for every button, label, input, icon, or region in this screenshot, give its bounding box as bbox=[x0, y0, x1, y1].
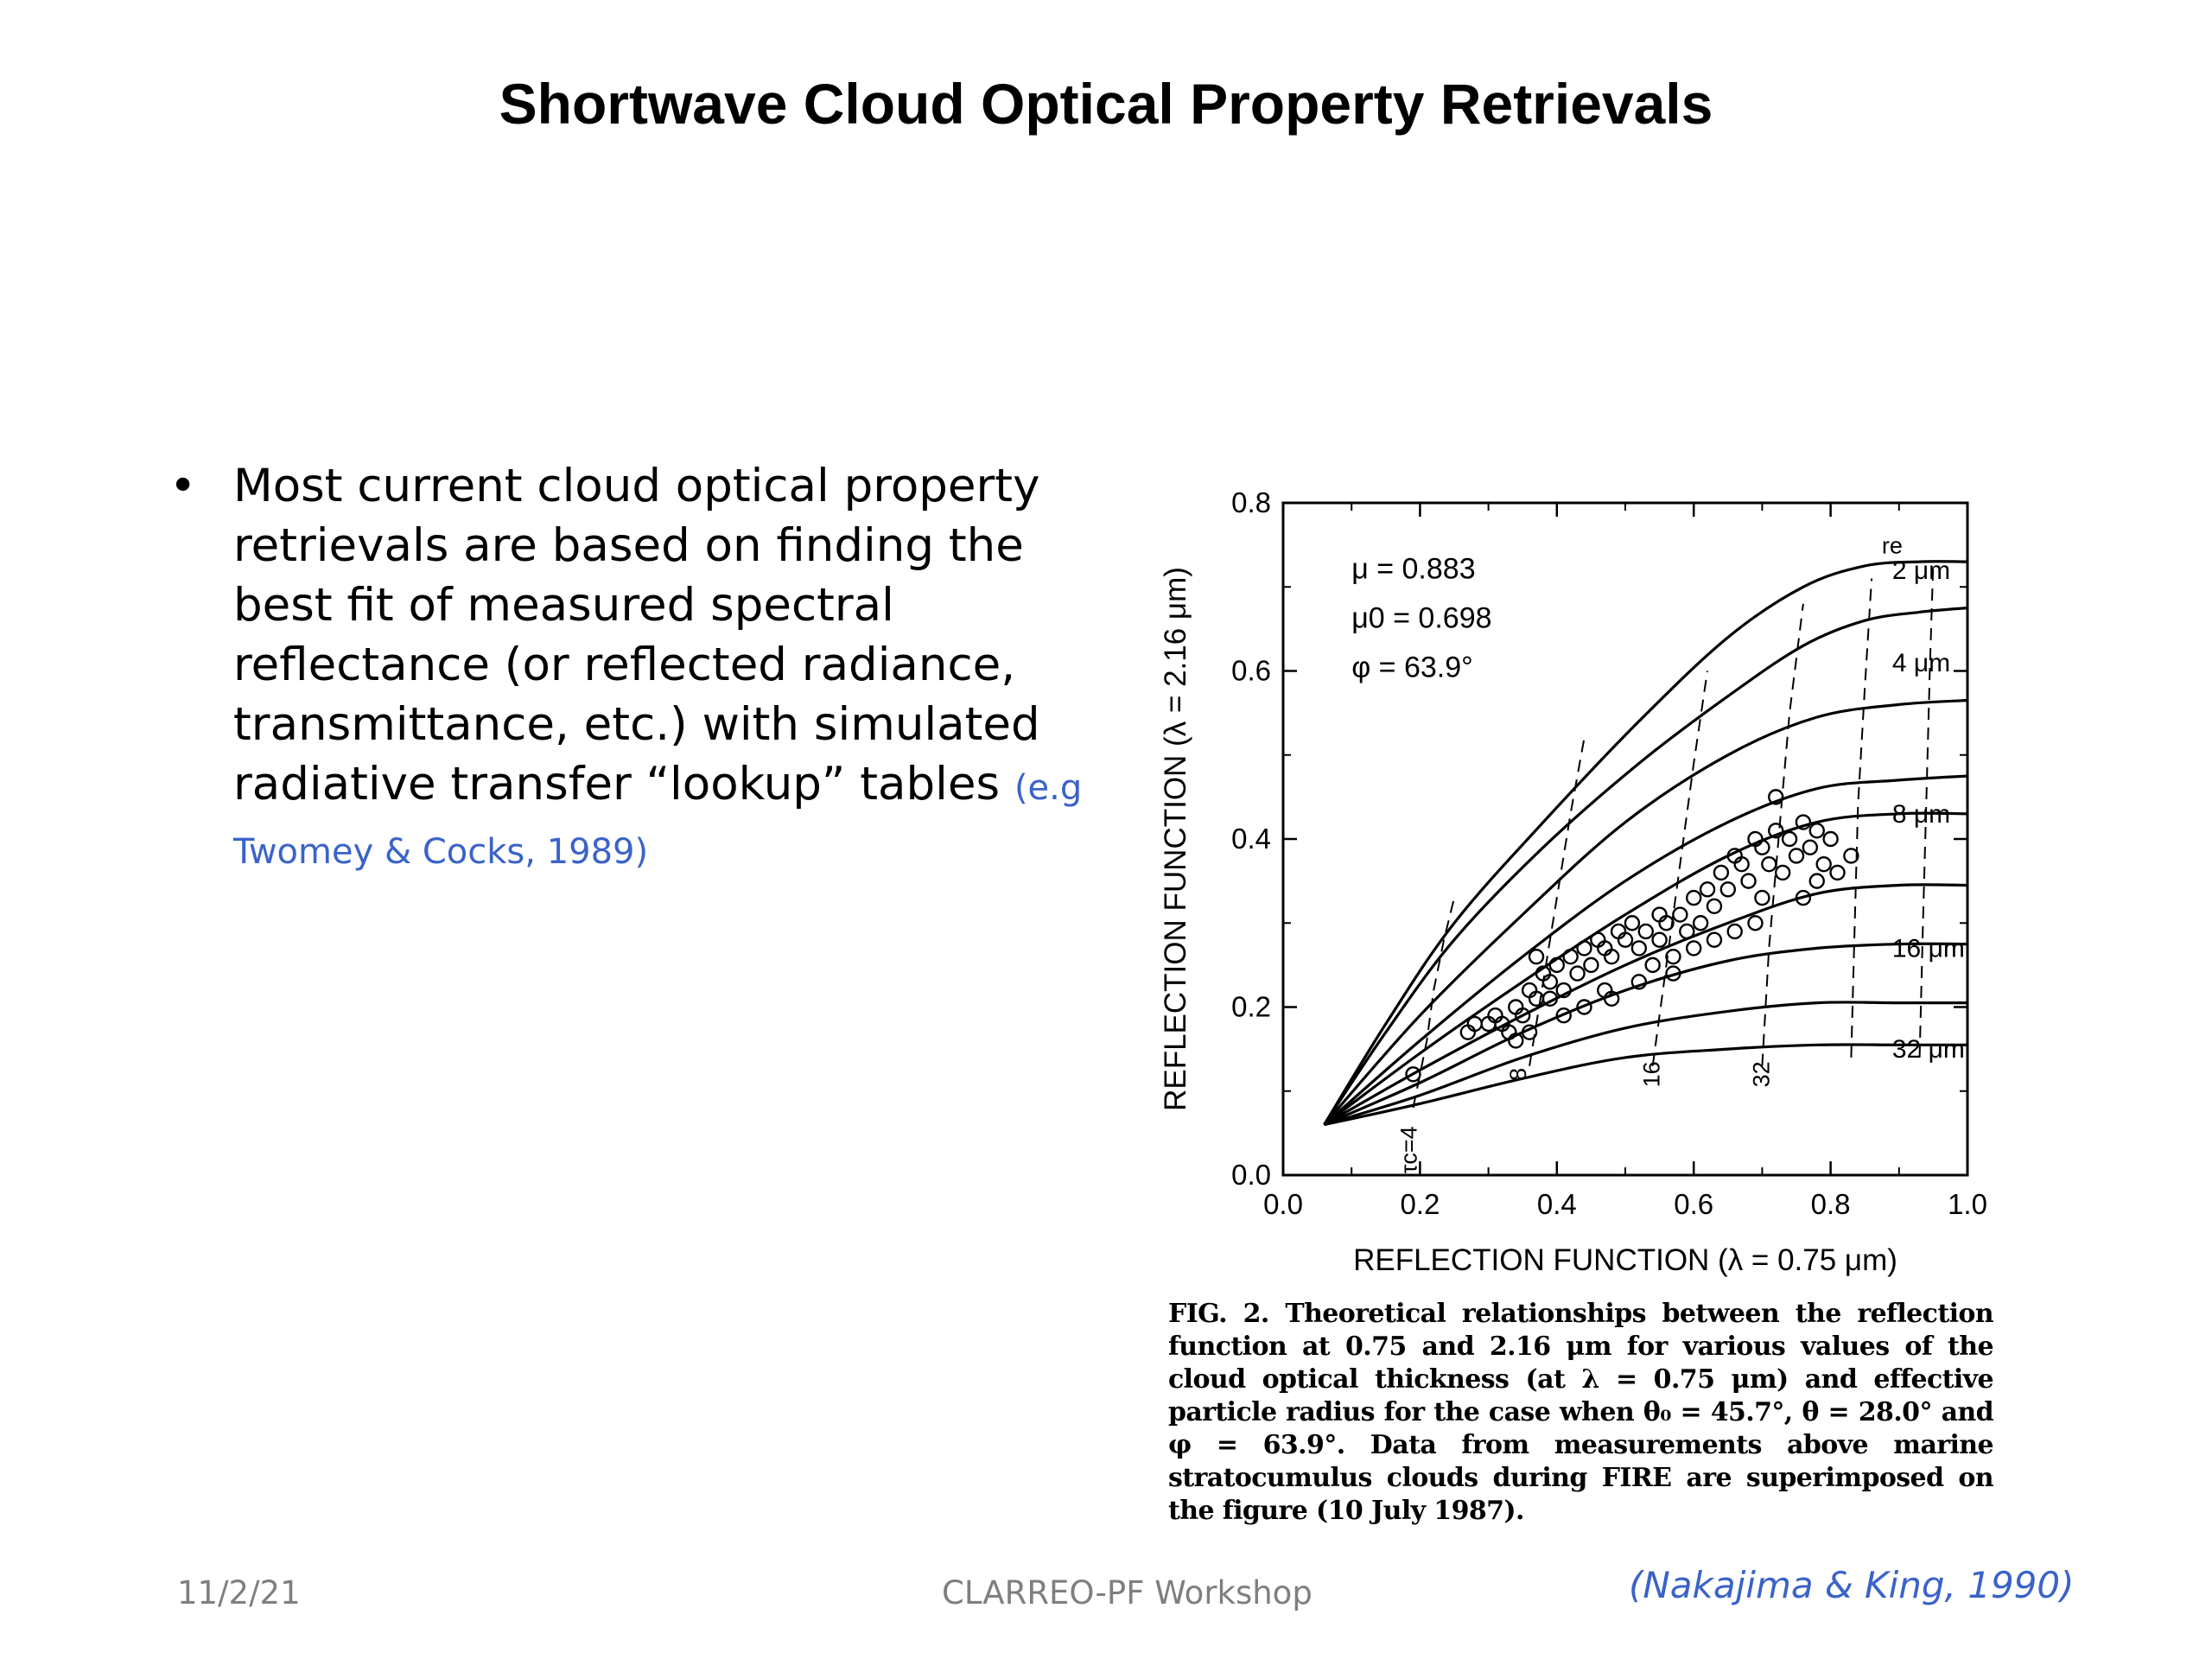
measurement-point bbox=[1625, 916, 1639, 930]
measurement-point bbox=[1776, 866, 1789, 880]
measurement-point bbox=[1571, 967, 1585, 981]
x-tick-label: 0.4 bbox=[1536, 1188, 1577, 1220]
y-tick-label: 0.8 bbox=[1231, 486, 1271, 518]
y-tick-label: 0.0 bbox=[1231, 1159, 1271, 1191]
y-tick-label: 0.4 bbox=[1231, 823, 1271, 855]
re-label: 32 μm bbox=[1891, 1035, 1965, 1065]
footer-date: 11/2/21 bbox=[177, 1574, 301, 1611]
measurement-point bbox=[1810, 874, 1824, 888]
measurement-point bbox=[1632, 941, 1646, 955]
measurement-point bbox=[1783, 832, 1796, 846]
measurement-point bbox=[1584, 958, 1598, 972]
measurement-point bbox=[1831, 866, 1845, 880]
measurement-point bbox=[1789, 849, 1803, 862]
measurement-point bbox=[1707, 899, 1721, 913]
measurement-point bbox=[1639, 925, 1653, 938]
radius-curve bbox=[1325, 885, 1968, 1125]
parameter-annotation: φ = 63.9° bbox=[1351, 651, 1473, 684]
x-tick-label: 0.8 bbox=[1810, 1188, 1851, 1220]
measurement-point bbox=[1687, 941, 1700, 955]
re-label: 8 μm bbox=[1891, 799, 1951, 829]
bullet-item bbox=[169, 456, 1089, 882]
tau-line bbox=[1762, 604, 1802, 1066]
re-label: 16 μm bbox=[1891, 934, 1965, 963]
x-tick-label: 0.6 bbox=[1674, 1188, 1714, 1220]
tau-label: 32 bbox=[1748, 1061, 1775, 1088]
measurement-point bbox=[1577, 941, 1591, 955]
measurement-point bbox=[1694, 916, 1707, 930]
y-axis-label: REFLECTION FUNCTION (λ = 2.16 μm) bbox=[1159, 567, 1192, 1111]
measurement-point bbox=[1824, 832, 1838, 846]
x-tick-label: 1.0 bbox=[1948, 1188, 1987, 1220]
parameter-annotation: μ0 = 0.698 bbox=[1351, 601, 1492, 635]
bullet-citation: (e.g Twomey & Cocks, 1989) bbox=[233, 768, 1083, 872]
tau-label: 8 bbox=[1505, 1067, 1532, 1081]
y-tick-label: 0.6 bbox=[1231, 654, 1271, 687]
tau-label: 16 bbox=[1638, 1061, 1665, 1088]
tau-label: τc=4 bbox=[1395, 1126, 1422, 1174]
bullet-marker: • bbox=[169, 460, 197, 512]
re-label: 2 μm bbox=[1891, 556, 1951, 585]
figure-caption: FIG. 2. Theoretical relationships between the reflection function at 0.75 and 2.16 μm for various values of the cloud optical thickness (at λ = 0.75 μm) and effective particle radius for the case when θ₀ = 45.7°, θ = 28.0° and φ = 63.9°. Data from measurements above marine stratocumulus clouds during FIRE are superimposed on the figure (10 July 1987). bbox=[1168, 1299, 1993, 1526]
re-header: re bbox=[1881, 532, 1903, 559]
parameter-annotation: μ = 0.883 bbox=[1351, 552, 1476, 586]
measurement-point bbox=[1700, 882, 1714, 896]
measurement-point bbox=[1529, 950, 1543, 963]
x-tick-label: 0.0 bbox=[1263, 1188, 1303, 1220]
reflection-function-chart bbox=[1141, 480, 2022, 1292]
measurement-point bbox=[1673, 908, 1687, 922]
measurement-point bbox=[1755, 891, 1769, 905]
measurement-point bbox=[1666, 950, 1680, 963]
measurement-point bbox=[1817, 857, 1831, 871]
re-label: 4 μm bbox=[1891, 648, 1951, 677]
measurement-point bbox=[1721, 882, 1735, 896]
measurement-point bbox=[1680, 925, 1694, 938]
measurement-point bbox=[1762, 857, 1776, 871]
measurement-point bbox=[1742, 874, 1756, 888]
x-tick-label: 0.2 bbox=[1400, 1188, 1440, 1220]
measurement-point bbox=[1728, 925, 1742, 938]
measurement-point bbox=[1714, 866, 1728, 880]
radius-curve bbox=[1325, 701, 1968, 1125]
slide-title: Shortwave Cloud Optical Property Retrievals bbox=[499, 72, 1713, 136]
footer-reference: (Nakajima & King, 1990) bbox=[1629, 1564, 2075, 1606]
tau-line bbox=[1851, 579, 1872, 1058]
measurement-point bbox=[1748, 916, 1762, 930]
measurement-point bbox=[1653, 933, 1667, 947]
measurement-point bbox=[1564, 950, 1578, 963]
footer-event: CLARREO-PF Workshop bbox=[942, 1574, 1313, 1611]
measurement-point bbox=[1687, 891, 1700, 905]
measurement-point bbox=[1646, 958, 1660, 972]
measurement-point bbox=[1707, 933, 1721, 947]
bullet-text bbox=[233, 456, 1089, 882]
bullet-body: Most current cloud optical property retrievals are based on finding the best fit of measured spectral reflectance (or reflected radiance, transmittance, etc.) with simulated radiative transfer “lookup” tables bbox=[233, 460, 1040, 810]
y-tick-label: 0.2 bbox=[1231, 990, 1271, 1023]
x-axis-label: REFLECTION FUNCTION (λ = 0.75 μm) bbox=[1353, 1243, 1897, 1277]
measurement-point bbox=[1803, 841, 1817, 855]
measurement-point bbox=[1810, 823, 1824, 837]
